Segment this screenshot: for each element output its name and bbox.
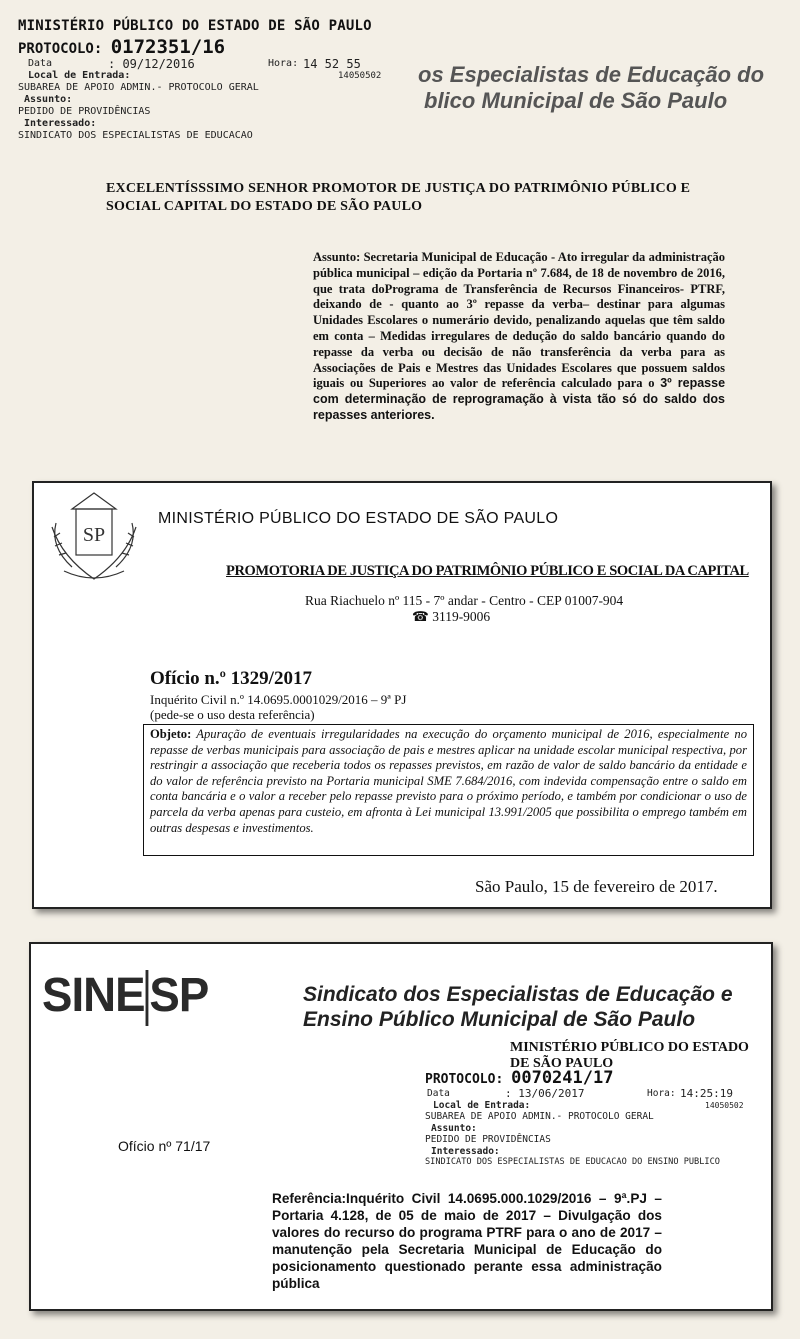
protocol-stamp-2016 <box>18 18 438 142</box>
stamp-org: MINISTÉRIO PÚBLICO DO ESTADO DE SÃO PAULO <box>18 18 372 34</box>
stamp-date-row <box>18 58 438 70</box>
sinesp-oficio-number: Ofício nº 71/17 <box>118 1138 211 1154</box>
phone: ☎ 3119-9006 <box>412 609 491 624</box>
reference-note: (pede-se o uso desta referência) <box>150 707 315 722</box>
assunto-paragraph <box>313 250 725 424</box>
stamp-interessado-label: Interessado: <box>24 118 97 129</box>
stamp-interessado-value: SINDICATO DOS ESPECIALISTAS DE EDUCACAO <box>18 130 253 141</box>
promotoria-title: PROMOTORIA DE JUSTIÇA DO PATRIMÔNIO PÚBLICO E SOCIAL DA CAPITAL <box>226 563 749 579</box>
sinesp-header-line2: blico Municipal de São Paulo <box>424 88 728 113</box>
sinesp-header-line1: os Especialistas de Educação do <box>418 62 765 87</box>
stamp2-protocolo-label: PROTOCOLO: <box>425 1072 504 1087</box>
stamp2-hora-label: Hora: <box>647 1088 676 1099</box>
stamp2-interessado-value: SINDICATO DOS ESPECIALISTAS DE EDUCACAO DO ENSINO PUBLICO <box>425 1157 720 1167</box>
stamp-hora-value: 14 52 55 <box>303 57 361 71</box>
oficio-date: São Paulo, 15 de fevereiro de 2017. <box>475 877 718 896</box>
stamp-local-label: Local de Entrada: <box>28 70 131 81</box>
inquerito-block <box>150 692 406 722</box>
objeto-box <box>143 724 754 856</box>
stamp2-protocolo-number: 0070241/17 <box>511 1068 614 1088</box>
assunto-tail: 3º repasse com determinação de reprogramação à vista tão só do saldo dos repasses anteriores. <box>313 376 726 422</box>
sinesp-header-fragment <box>418 62 798 114</box>
addressee: EXCELENTÍSSSIMO SENHOR PROMOTOR DE JUSTIÇA DO PATRIMÔNIO PÚBLICO E SOCIAL CAPITAL DO ESTADO DE SÃO PAULO <box>106 181 691 214</box>
stamp-local-row <box>18 70 438 82</box>
address: Rua Riachuelo nº 115 - 7º andar - Centro - CEP 01007-904 <box>305 593 624 608</box>
stamp-protocolo-label: PROTOCOLO: <box>18 41 103 57</box>
oficio-title: Ofício n.º 1329/2017 <box>150 668 312 689</box>
stamp2-data-value: : 13/06/2017 <box>505 1087 585 1100</box>
stamp2-interessado-label: Interessado: <box>431 1145 500 1157</box>
stamp2-data-label: Data <box>427 1088 450 1099</box>
stamp-assunto-label: Assunto: <box>24 94 73 105</box>
stamp2-code: 14050502 <box>705 1101 744 1110</box>
stamp2-local-row <box>425 1100 765 1111</box>
stamp2-assunto-value: PEDIDO DE PROVIDÊNCIAS <box>425 1134 551 1145</box>
objeto-text: Apuração de eventuais irregularidades na execução do orçamento municipal de 2016, especialmente no repasse de verbas municipais para associação de pais e mestres aplicar na unidade escolar municipal respectiva, por restringir a associação que receberia todos os repasses previstos, em razão de valor de saldo bancário da entidade e do valor de referência previsto na Portaria municipal SME 7.684/2016, com indevida compensação entre o saldo em conta bancária e o valor a receber pelo repasse previsto para o próximo período, e também por condicionar o uso de parcela da verba apenas para custeio, em afronta à Lei municipal 13.991/2005 que possibilita o emprego também em outras despesas e investimentos. <box>150 727 747 835</box>
stamp2-hora-value: 14:25:19 <box>680 1087 733 1100</box>
protocol-stamp-2017 <box>425 1040 765 1169</box>
stamp-assunto-value: PEDIDO DE PROVIDÊNCIAS <box>18 106 151 117</box>
sinesp-logo-left: SINE <box>42 969 145 1022</box>
stamp-data-value: : 09/12/2016 <box>108 57 195 71</box>
stamp2-org: MINISTÉRIO PÚBLICO DO ESTADO DE SÃO PAULO <box>510 1040 749 1071</box>
stamp2-date-row <box>425 1088 765 1100</box>
stamp-protocolo-number: 0172351/16 <box>110 36 226 58</box>
stamp-protocolo <box>18 36 438 58</box>
seal-text: SP <box>82 524 106 546</box>
stamp-local-value: SUBAREA DE APOIO ADMIN.- PROTOCOLO GERAL <box>18 82 259 93</box>
sinesp-logo <box>42 968 208 1026</box>
stamp-code: 14050502 <box>338 71 382 81</box>
logo-divider <box>146 970 149 1026</box>
stamp-data-label: Data <box>28 58 53 69</box>
inquerito-number: Inquérito Civil n.º 14.0695.0001029/2016 – 9ª PJ <box>150 692 407 707</box>
sao-paulo-seal-icon <box>42 487 146 587</box>
stamp2-local-value: SUBAREA DE APOIO ADMIN.- PROTOCOLO GERAL <box>425 1111 654 1122</box>
mp-title: MINISTÉRIO PÚBLICO DO ESTADO DE SÃO PAULO <box>158 510 559 527</box>
assunto-body: Assunto: Secretaria Municipal de Educação - Ato irregular da administração pública municipal – edição da Portaria nº 7.684, de 18 de novembro de 2016, que trata doPrograma de Transferência de Recursos Financeiros- PTRF, deixando de - quanto ao 3º repasse da verba– destinar para algumas Unidades Escolares o numerário devido, penalizando aquelas que têm saldo em conta – Medidas irregulares de dedução do saldo bancário quando do repasse da verba ou decisão de não transferência da verba para as Associações de Pais e Mestres das Unidades Escolares que possuem saldos iguais ou Superiores ao valor de referência calculado para o <box>313 250 725 391</box>
stamp2-local-label: Local de Entrada: <box>433 1100 531 1111</box>
sinesp-org-line2: Ensino Público Municipal de São Paulo <box>303 1008 696 1031</box>
stamp2-assunto-label: Assunto: <box>431 1122 477 1134</box>
sinesp-org-line1: Sindicato dos Especialistas de Educação e <box>303 983 733 1006</box>
sinesp-referencia: Referência:Inquérito Civil 14.0695.000.1029/2016 – 9ª.PJ – Portaria 4.128, de 05 de maio de 2017 – Divulgação dos valores do recurso do programa PTRF para o ano de 2017 – manutenção pela Secretaria Municipal de Educação do posicionamento questionado perante essa administração pública <box>272 1191 662 1291</box>
stamp-hora-label: Hora: <box>268 58 299 69</box>
sinesp-logo-right: SP <box>149 969 209 1022</box>
objeto-label: Objeto: <box>150 727 192 741</box>
stamp2-protocolo <box>425 1068 765 1088</box>
sinesp-org-name <box>303 982 733 1032</box>
